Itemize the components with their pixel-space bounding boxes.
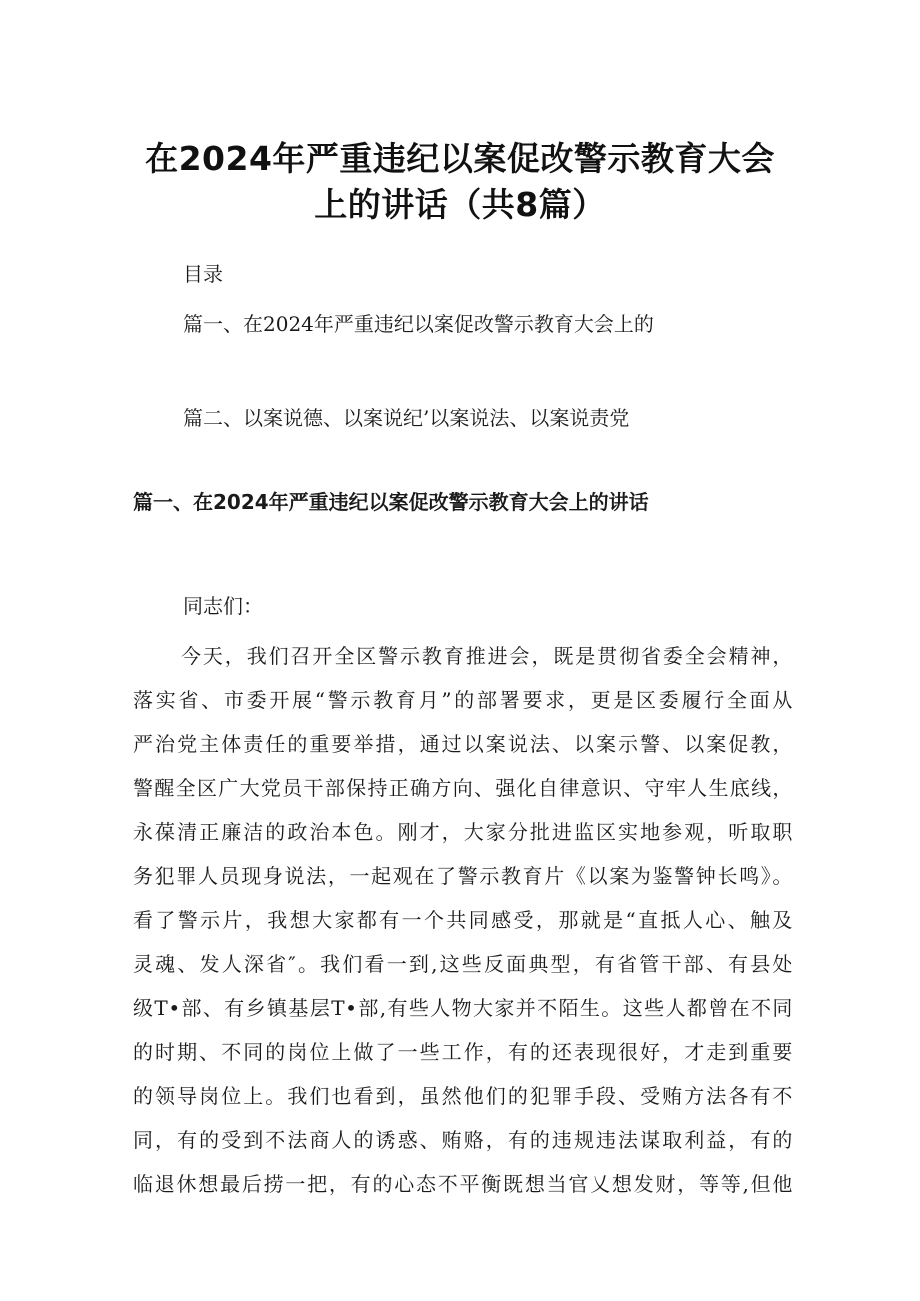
document-title-line-2: 上的讲话（共8篇）	[314, 185, 606, 224]
paragraph-line: 级T•部、有乡镇基层T•部,有些人物大家并不陌生。这些人都曾在不同	[133, 996, 793, 1020]
paragraph-line: 的时期、不同的岗位上做了一些工作，有的还表现很好，才走到重要	[133, 1040, 793, 1064]
document-title	[100, 136, 820, 228]
toc-heading: 目录	[183, 262, 223, 286]
paragraph-line: 务犯罪人员现身说法，一起观在了警示教育片《以案为鉴警钟长鸣》。	[133, 864, 793, 888]
toc-item-2: 篇二、以案说德、以案说纪’以案说法、以案说责党	[183, 406, 630, 430]
paragraph-line: 看了警示片，我想大家都有一个共同感受，那就是“直抵人心、触及	[133, 908, 793, 932]
body-paragraph	[133, 634, 793, 1206]
paragraph-line: 临退休想最后捞一把，有的心态不平衡既想当官乂想发财，等等,但他	[133, 1172, 793, 1196]
paragraph-line: 灵魂、发人深省″。我们看一到,这些反面典型，有省管干部、有县处	[133, 952, 793, 976]
paragraph-line: 警醒全区广大党员干部保持正确方向、强化自律意识、守牢人生底线，	[133, 776, 793, 800]
paragraph-line: 今天，我们召开全区警示教育推进会，既是贯彻省委全会精神，	[181, 644, 793, 668]
paragraph-line: 严治党主体责任的重要举措，通过以案说法、以案示警、以案促教，	[133, 732, 793, 756]
toc-item-1: 篇一、在2024年严重违纪以案促改警示教育大会上的	[183, 312, 654, 336]
salutation: 同志们：	[183, 594, 263, 618]
document-title-line-1: 在2024年严重违纪以案促改警示教育大会	[145, 139, 775, 178]
paragraph-line: 同，有的受到不法商人的诱惑、贿赂，有的违规违法谋取利益，有的	[133, 1128, 793, 1152]
paragraph-line: 落实省、市委开展“警示教育月”的部署要求，更是区委履行全面从	[133, 688, 793, 712]
section-heading: 篇一、在2024年严重违纪以案促改警示教育大会上的讲话	[133, 490, 649, 514]
paragraph-line: 永葆清正廉洁的政治本色。刚才，大家分批进监区实地参观，听取职	[133, 820, 793, 844]
paragraph-line: 的领导岗位上。我们也看到，虽然他们的犯罪手段、受贿方法各有不	[133, 1084, 793, 1108]
